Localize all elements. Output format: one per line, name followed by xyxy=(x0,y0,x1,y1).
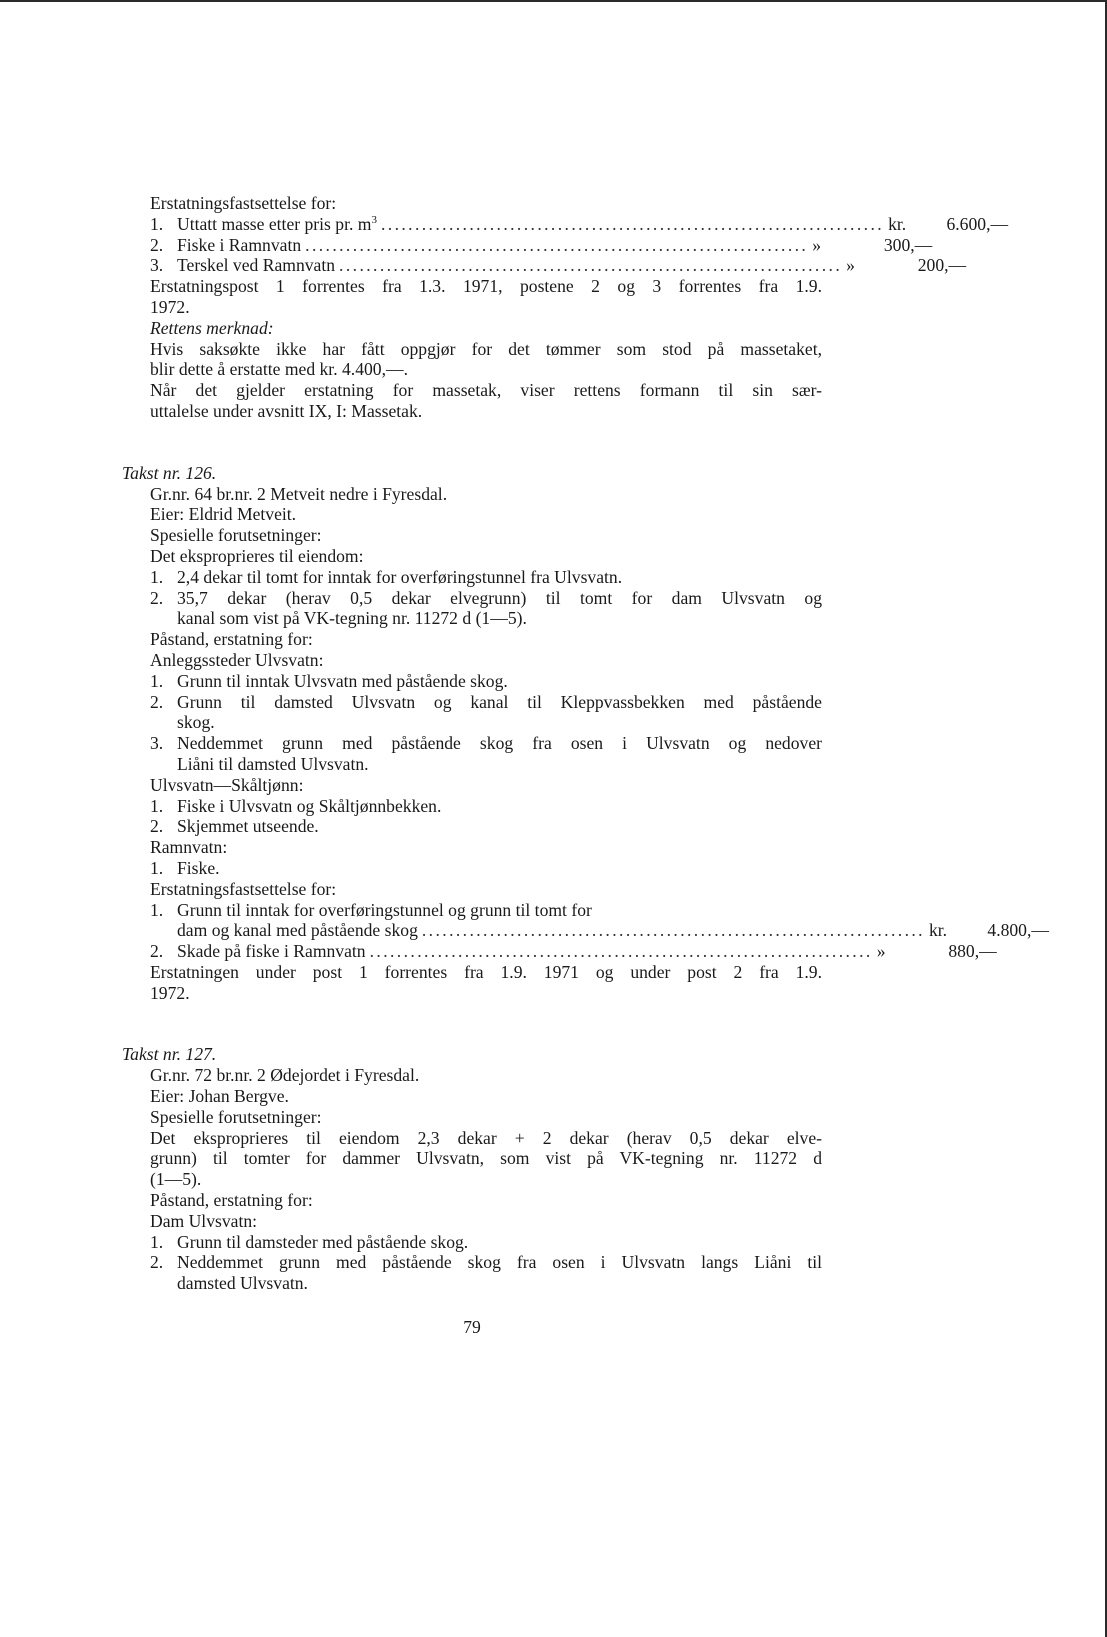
remark-line: blir dette å erstatte med kr. 4.400,—. xyxy=(150,359,408,380)
takst-126-ramn-heading: Ramnvatn: xyxy=(150,837,228,858)
takst-126-interest-line2: 1972. xyxy=(150,982,190,1003)
leader-dots: .......................................................................... xyxy=(421,920,925,941)
takst-126-grnr: Gr.nr. 64 br.nr. 2 Metveit nedre i Fyresdal. xyxy=(150,483,448,504)
section1-interest-line2: 1972. xyxy=(150,296,190,317)
document-body xyxy=(122,193,1049,1294)
leader-dots: .......................................................................... xyxy=(339,255,843,276)
remark-line: Hvis saksøkte ikke har fått oppgjør for det tømmer som stod på massetaket, xyxy=(150,338,822,359)
list-item: 2. Skjemmet utseende. xyxy=(150,816,319,837)
takst-126-fast-item-1: dam og kanal med påstående skog .......................................................................... kr. 4.800,— xyxy=(177,920,1049,941)
remark-heading: Rettens merknad: xyxy=(150,317,274,338)
takst-127-grnr: Gr.nr. 72 br.nr. 2 Ødejordet i Fyresdal. xyxy=(150,1065,420,1086)
list-item: 1. Grunn til damsteder med påstående skog. xyxy=(150,1231,469,1252)
scan-border-top xyxy=(0,0,1107,2)
takst-127-ekspro-line: Det eksproprieres til eiendom 2,3 dekar + 2 dekar (herav 0,5 dekar elve- xyxy=(150,1127,822,1148)
takst-126-fast-heading: Erstatningsfastsettelse for: xyxy=(150,878,337,899)
section1-item-3: 3. Terskel ved Ramnvatn .......................................................................... » 200,— xyxy=(150,255,967,276)
takst-127-ekspro-line: (1—5). xyxy=(150,1169,202,1190)
list-item: 1. Fiske. xyxy=(150,857,220,878)
takst-127-ekspro-line: grunn) til tomter for dammer Ulvsvatn, som vist på VK-tegning nr. 11272 d xyxy=(150,1148,822,1169)
list-item: 3. Neddemmet grunn med påstående skog fra osen i Ulvsvatn og nedover xyxy=(150,733,822,754)
list-item: 2. Neddemmet grunn med påstående skog fra osen i Ulvsvatn langs Liåni til xyxy=(150,1252,822,1273)
page-number: 79 xyxy=(463,1317,481,1337)
list-item-continuation: kanal som vist på VK-tegning nr. 11272 d (1—5). xyxy=(177,608,527,629)
list-item: 1. 2,4 dekar til tomt for inntak for overføringstunnel fra Ulvsvatn. xyxy=(150,566,623,587)
leader-dots: .......................................................................... xyxy=(369,941,873,962)
list-item: 1. Fiske i Ulvsvatn og Skåltjønnbekken. xyxy=(150,795,442,816)
takst-127-heading: Takst nr. 127. xyxy=(122,1044,217,1065)
takst-126-interest-line1: Erstatningen under post 1 forrentes fra 1.9. 1971 og under post 2 fra 1.9. xyxy=(150,961,822,982)
section1-intro: Erstatningsfastsettelse for: xyxy=(150,193,337,213)
remark-line: uttalelse under avsnitt IX, I: Massetak. xyxy=(150,400,423,421)
takst-126-anlegg-heading: Anleggssteder Ulvsvatn: xyxy=(150,649,324,670)
takst-127-dam-heading: Dam Ulvsvatn: xyxy=(150,1210,258,1231)
section1-item-2: 2. Fiske i Ramnvatn .......................................................................... » 300,— xyxy=(150,234,933,255)
leader-dots: .......................................................................... xyxy=(305,234,809,255)
list-item: 1. Grunn til inntak for overføringstunnel og grunn til tomt for xyxy=(150,899,592,920)
takst-127-eier: Eier: Johan Bergve. xyxy=(150,1086,289,1107)
takst-126-fast-item-2: 2. Skade på fiske i Ramnvatn .......................................................................... » 880,— xyxy=(150,941,997,962)
takst-127-spesielle: Spesielle forutsetninger: xyxy=(150,1106,322,1127)
takst-126-eier: Eier: Eldrid Metveit. xyxy=(150,504,297,525)
takst-126-pastand: Påstand, erstatning for: xyxy=(150,629,313,650)
takst-126-ekspropriering: Det eksproprieres til eiendom: xyxy=(150,545,364,566)
takst-126-heading: Takst nr. 126. xyxy=(122,462,217,483)
list-item: 2. 35,7 dekar (herav 0,5 dekar elvegrunn) til tomt for dam Ulvsvatn og xyxy=(150,587,822,608)
list-item-continuation: damsted Ulvsvatn. xyxy=(177,1273,308,1294)
list-item: 2. Grunn til damsted Ulvsvatn og kanal til Kleppvassbekken med påstående xyxy=(150,691,822,712)
takst-127-pastand: Påstand, erstatning for: xyxy=(150,1190,313,1211)
section1-item-1: 1. Uttatt masse etter pris pr. $m^3$ .......................................................................... kr. 6.600,— xyxy=(150,213,1009,234)
remark-line: Når det gjelder erstatning for massetak, viser rettens formann til sin sær- xyxy=(150,380,822,401)
takst-126-ulv-heading: Ulvsvatn—Skåltjønn: xyxy=(150,774,304,795)
list-item-continuation: skog. xyxy=(177,712,215,733)
list-item: 1. Grunn til inntak Ulvsvatn med påstående skog. xyxy=(150,670,508,691)
list-item-continuation: Liåni til damsted Ulvsvatn. xyxy=(177,753,369,774)
section1-interest-line1: Erstatningspost 1 forrentes fra 1.3. 1971, postene 2 og 3 forrentes fra 1.9. xyxy=(150,276,822,297)
leader-dots: .......................................................................... xyxy=(380,213,885,234)
takst-126-spesielle: Spesielle forutsetninger: xyxy=(150,525,322,546)
